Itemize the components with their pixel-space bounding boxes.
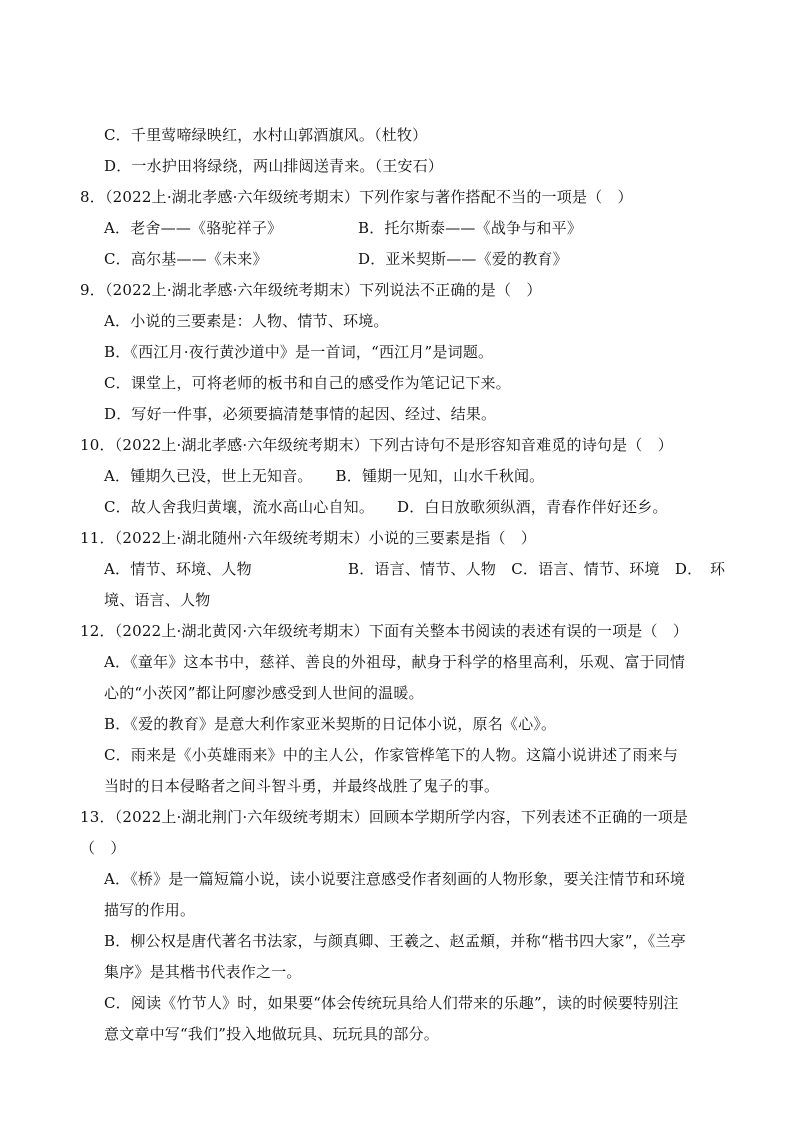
- q13-stem-line2: （ ）: [80, 839, 126, 857]
- q13-option-b-line1: B．柳公权是唐代著名书法家，与颜真卿、王羲之、赵孟頫，并称“楷书四大家”，《兰亭: [104, 932, 686, 950]
- q8-stem: 8．（2022上·湖北孝感·六年级统考期末）下列作家与著作搭配不当的一项是（ ）: [80, 188, 633, 206]
- q12-stem: 12．（2022上·湖北黄冈·六年级统考期末）下面有关整本书阅读的表述有误的一项是（ ）: [80, 622, 689, 640]
- q13-option-b-line2: 集序》是其楷书代表作之一。: [104, 963, 302, 981]
- q9-option-c: C．课堂上，可将老师的板书和自己的感受作为笔记记下来。: [104, 374, 511, 392]
- q11-option-d-continued: 境、语言、人物: [104, 591, 211, 609]
- q7-option-d: D．一水护田将绿绕，两山排闼送青来。（王安石）: [104, 157, 444, 175]
- q13-option-c-line1: C．阅读《竹节人》时，如果要“体会传统玩具给人们带来的乐趣”，读的时候要特别注: [104, 994, 679, 1012]
- q10-options-cd: C．故人舍我归黄壤，流水高山心自知。 D．白日放歌须纵酒，青春作伴好还乡。: [104, 498, 668, 516]
- q12-option-a-line1: A．《童年》这本书中，慈祥、善良的外祖母，献身于科学的格里高利，乐观、富于同情: [104, 653, 686, 671]
- q11-stem: 11．（2022上·湖北随州·六年级统考期末）小说的三要素是指（ ）: [80, 529, 537, 547]
- q12-option-c-line1: C．雨来是《小英雄雨来》中的主人公，作家管桦笔下的人物。这篇小说讲述了雨来与: [104, 746, 679, 764]
- q8-option-a: A．老舍——《骆驼祥子》: [104, 219, 283, 237]
- q11-option-a: A．情节、环境、人物: [104, 560, 252, 578]
- q13-option-c-line2: 意文章中写“我们”投入地做玩具、玩玩具的部分。: [104, 1025, 439, 1043]
- q12-option-c-line2: 当时的日本侵略者之间斗智斗勇，并最终战胜了鬼子的事。: [104, 777, 500, 795]
- q12-option-b: B．《爱的教育》是意大利作家亚米契斯的日记体小说，原名《心》。: [104, 715, 557, 733]
- q9-option-d: D．写好一件事，必须要搞清楚事情的起因、经过、结果。: [104, 405, 497, 423]
- q13-option-a-line1: A．《桥》是一篇短篇小说，读小说要注意感受作者刻画的人物形象，要关注情节和环境: [104, 870, 686, 888]
- q12-option-a-line2: 心的“小茨冈”都让阿廖沙感受到人世间的温暖。: [104, 684, 424, 702]
- q11-options-bcd: B．语言、情节、人物 C．语言、情节、环境 D． 环: [348, 560, 726, 578]
- q13-option-a-line2: 描写的作用。: [104, 901, 196, 919]
- q9-stem: 9．（2022上·湖北孝感·六年级统考期末）下列说法不正确的是（ ）: [80, 281, 542, 299]
- q10-options-ab: A．锺期久已没，世上无知音。 B．锺期一见知，山水千秋闻。: [104, 467, 545, 485]
- q9-option-a: A．小说的三要素是：人物、情节、环境。: [104, 312, 389, 330]
- q8-option-c: C．高尔基——《未来》: [104, 250, 268, 268]
- q9-option-b: B．《西江月·夜行黄沙道中》是一首词，“西江月”是词题。: [104, 343, 494, 361]
- q7-option-c: C．千里莺啼绿映红，水村山郭酒旗风。（杜牧）: [104, 126, 428, 144]
- q8-option-d: D．亚米契斯——《爱的教育》: [358, 250, 568, 268]
- q13-stem-line1: 13．（2022上·湖北荆门·六年级统考期末）回顾本学期所学内容，下列表述不正确的一项是: [80, 808, 689, 826]
- q8-option-b: B．托尔斯泰——《战争与和平》: [358, 219, 583, 237]
- q10-stem: 10．（2022上·湖北孝感·六年级统考期末）下列古诗句不是形容知音难觅的诗句是（ ）: [80, 436, 673, 454]
